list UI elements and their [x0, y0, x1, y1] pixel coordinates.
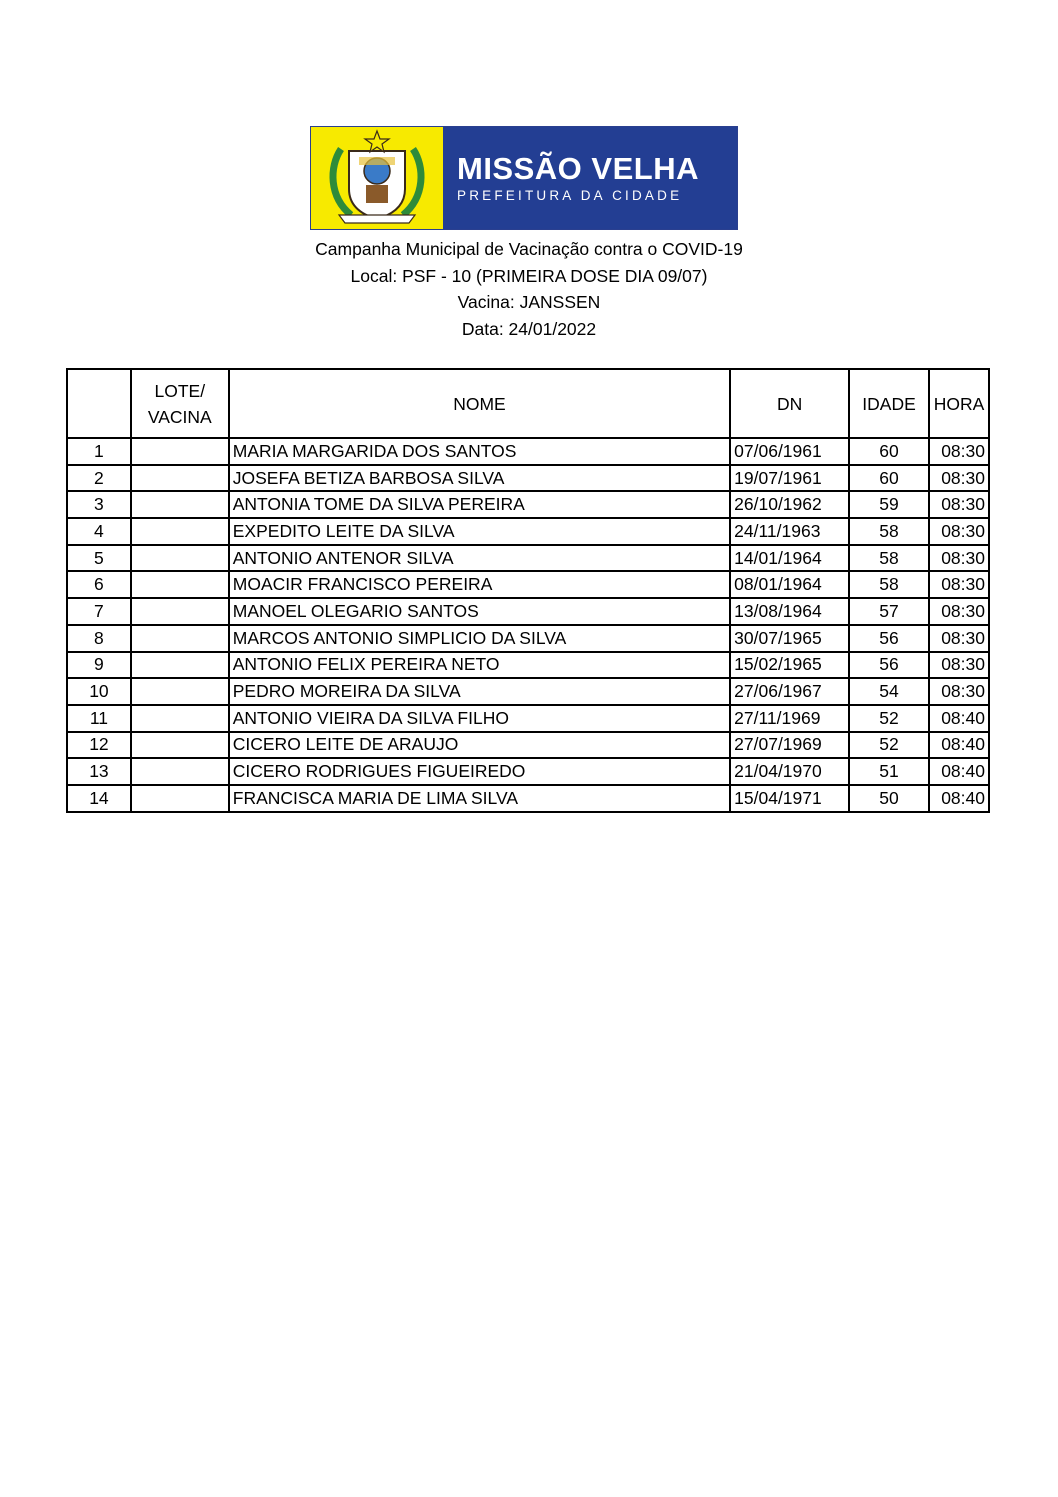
cell-lote — [131, 625, 229, 652]
table-row — [67, 625, 989, 652]
cell-dn: 21/04/1970 — [730, 758, 849, 785]
table-row — [67, 785, 989, 812]
cell-num: 3 — [67, 491, 131, 518]
column-header-idade: IDADE — [849, 369, 929, 438]
cell-hora: 08:30 — [929, 518, 989, 545]
cell-num: 1 — [67, 438, 131, 465]
cell-num: 7 — [67, 598, 131, 625]
cell-num: 14 — [67, 785, 131, 812]
cell-hora: 08:30 — [929, 598, 989, 625]
cell-lote — [131, 571, 229, 598]
cell-lote — [131, 491, 229, 518]
cell-dn: 19/07/1961 — [730, 465, 849, 492]
city-subtitle: PREFEITURA DA CIDADE — [457, 188, 683, 203]
cell-num: 11 — [67, 705, 131, 732]
cell-hora: 08:40 — [929, 785, 989, 812]
cell-hora: 08:30 — [929, 652, 989, 679]
cell-nome: JOSEFA BETIZA BARBOSA SILVA — [229, 465, 730, 492]
cell-num: 9 — [67, 652, 131, 679]
cell-num: 10 — [67, 678, 131, 705]
date-line: Data: 24/01/2022 — [461, 318, 597, 339]
cell-dn: 15/02/1965 — [730, 652, 849, 679]
cell-idade: 52 — [849, 705, 929, 732]
cell-hora: 08:30 — [929, 438, 989, 465]
cell-dn: 26/10/1962 — [730, 491, 849, 518]
cell-hora: 08:30 — [929, 678, 989, 705]
cell-dn: 13/08/1964 — [730, 598, 849, 625]
cell-hora: 08:40 — [929, 732, 989, 759]
cell-idade: 54 — [849, 678, 929, 705]
cell-idade: 52 — [849, 732, 929, 759]
table-row — [67, 758, 989, 785]
table-row — [67, 598, 989, 625]
cell-nome: MARIA MARGARIDA DOS SANTOS — [229, 438, 730, 465]
cell-idade: 59 — [849, 491, 929, 518]
cell-lote — [131, 598, 229, 625]
cell-nome: CICERO RODRIGUES FIGUEIREDO — [229, 758, 730, 785]
cell-dn: 14/01/1964 — [730, 545, 849, 572]
cell-lote — [131, 785, 229, 812]
cell-nome: ANTONIO VIEIRA DA SILVA FILHO — [229, 705, 730, 732]
cell-num: 2 — [67, 465, 131, 492]
table-row — [67, 652, 989, 679]
document-header — [0, 236, 1058, 342]
cell-lote — [131, 758, 229, 785]
city-name: MISSÃO VELHA — [457, 151, 699, 186]
cell-idade: 60 — [849, 438, 929, 465]
cell-dn: 08/01/1964 — [730, 571, 849, 598]
table-header-row — [67, 369, 989, 438]
column-header-dn: DN — [730, 369, 849, 438]
cell-idade: 58 — [849, 545, 929, 572]
cell-idade: 60 — [849, 465, 929, 492]
cell-nome: ANTONIA TOME DA SILVA PEREIRA — [229, 491, 730, 518]
campaign-title: Campanha Municipal de Vacinação contra o COVID-19 — [315, 239, 743, 259]
cell-num: 4 — [67, 518, 131, 545]
cell-hora: 08:30 — [929, 625, 989, 652]
cell-idade: 56 — [849, 625, 929, 652]
column-header-hora: HORA — [929, 369, 989, 438]
table-row — [67, 438, 989, 465]
column-header-lote-label: LOTE/ VACINA — [147, 380, 212, 427]
cell-hora: 08:30 — [929, 491, 989, 518]
table-row — [67, 518, 989, 545]
cell-idade: 58 — [849, 518, 929, 545]
table-row — [67, 705, 989, 732]
cell-num: 12 — [67, 732, 131, 759]
column-header-number — [67, 369, 131, 438]
cell-idade: 58 — [849, 571, 929, 598]
cell-nome: CICERO LEITE DE ARAUJO — [229, 732, 730, 759]
cell-lote — [131, 652, 229, 679]
cell-nome: EXPEDITO LEITE DA SILVA — [229, 518, 730, 545]
cell-nome: FRANCISCA MARIA DE LIMA SILVA — [229, 785, 730, 812]
cell-num: 8 — [67, 625, 131, 652]
cell-dn: 24/11/1963 — [730, 518, 849, 545]
cell-lote — [131, 732, 229, 759]
cell-dn: 27/06/1967 — [730, 678, 849, 705]
cell-nome: MARCOS ANTONIO SIMPLICIO DA SILVA — [229, 625, 730, 652]
vaccine-line: Vacina: JANSSEN — [457, 292, 601, 312]
cell-nome: ANTONIO ANTENOR SILVA — [229, 545, 730, 572]
cell-dn: 07/06/1961 — [730, 438, 849, 465]
cell-idade: 50 — [849, 785, 929, 812]
cell-hora: 08:40 — [929, 705, 989, 732]
cell-lote — [131, 438, 229, 465]
table-row — [67, 491, 989, 518]
cell-dn: 15/04/1971 — [730, 785, 849, 812]
cell-nome: ANTONIO FELIX PEREIRA NETO — [229, 652, 730, 679]
cell-nome: MANOEL OLEGARIO SANTOS — [229, 598, 730, 625]
cell-hora: 08:30 — [929, 545, 989, 572]
cell-dn: 27/07/1969 — [730, 732, 849, 759]
cell-num: 6 — [67, 571, 131, 598]
cell-hora: 08:30 — [929, 571, 989, 598]
cell-num: 13 — [67, 758, 131, 785]
location-line: Local: PSF - 10 (PRIMEIRA DOSE DIA 09/07) — [350, 265, 708, 286]
cell-lote — [131, 678, 229, 705]
vaccination-schedule-table — [66, 368, 990, 813]
cell-dn: 30/07/1965 — [730, 625, 849, 652]
table-row — [67, 678, 989, 705]
column-header-nome: NOME — [229, 369, 730, 438]
table-row — [67, 732, 989, 759]
cell-lote — [131, 705, 229, 732]
cell-nome: PEDRO MOREIRA DA SILVA — [229, 678, 730, 705]
cell-lote — [131, 518, 229, 545]
cell-num: 5 — [67, 545, 131, 572]
city-logo-banner — [310, 126, 738, 230]
table-row — [67, 571, 989, 598]
cell-lote — [131, 465, 229, 492]
table-row — [67, 465, 989, 492]
cell-idade: 56 — [849, 652, 929, 679]
column-header-lote — [131, 369, 229, 438]
cell-dn: 27/11/1969 — [730, 705, 849, 732]
cell-lote — [131, 545, 229, 572]
table-row — [67, 545, 989, 572]
cell-hora: 08:40 — [929, 758, 989, 785]
cell-nome: MOACIR FRANCISCO PEREIRA — [229, 571, 730, 598]
cell-hora: 08:30 — [929, 465, 989, 492]
cell-idade: 51 — [849, 758, 929, 785]
cell-idade: 57 — [849, 598, 929, 625]
coat-of-arms-icon — [311, 127, 443, 229]
logo-text-block — [443, 127, 737, 229]
